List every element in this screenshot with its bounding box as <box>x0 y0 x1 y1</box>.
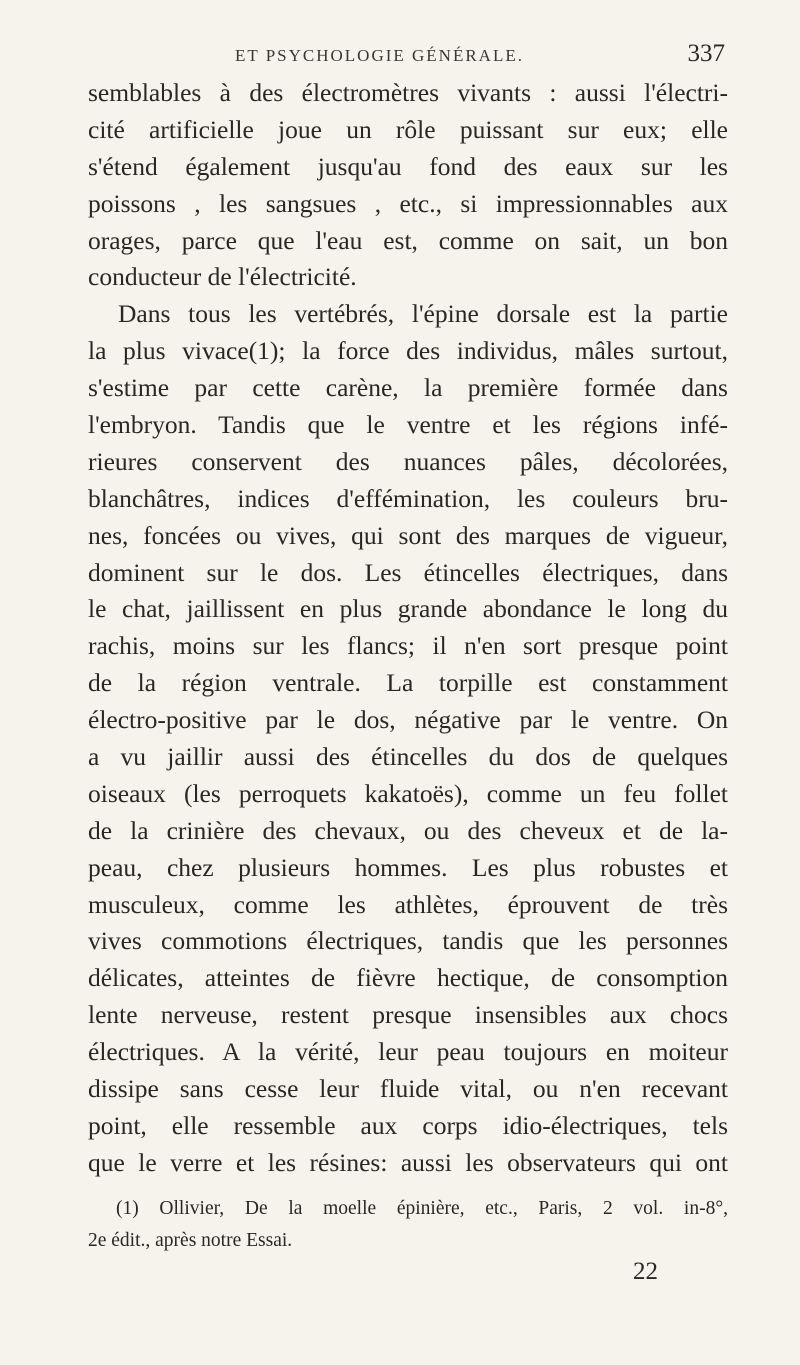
text-line: la plus vivace(1); la force des individus, mâles surtout, <box>88 336 728 366</box>
footnote-line: (1) Ollivier, De la moelle épinière, etc., Paris, 2 vol. in-8°, <box>116 1198 728 1219</box>
text-line: dissipe sans cesse leur fluide vital, ou n'en recevant <box>88 1074 728 1104</box>
signature-mark: 22 <box>633 1258 658 1285</box>
text-line: peau, chez plusieurs hommes. Les plus robustes et <box>88 852 728 882</box>
text-line: conducteur de l'électricité. <box>88 262 357 292</box>
text-line: nes, foncées ou vives, qui sont des marques de vigueur, <box>88 520 728 550</box>
text-line: l'embryon. Tandis que le ventre et les régions infé- <box>88 410 728 440</box>
text-line: orages, parce que l'eau est, comme on sait, un bon <box>88 225 728 255</box>
text-line: rachis, moins sur les flancs; il n'en sort presque point <box>88 631 728 661</box>
text-line: vives commotions électriques, tandis que les personnes <box>88 926 728 956</box>
body-text <box>88 75 728 1182</box>
text-line: s'étend également jusqu'au fond des eaux sur les <box>88 151 728 181</box>
text-line: que le verre et les résines: aussi les observateurs qui ont <box>88 1147 728 1177</box>
footnotes <box>88 1193 728 1257</box>
text-line: lente nerveuse, restent presque insensibles aux chocs <box>88 1000 728 1030</box>
text-line: rieures conservent des nuances pâles, décolorées, <box>88 446 728 476</box>
text-line: Dans tous les vertébrés, l'épine dorsale est la partie <box>118 299 728 329</box>
text-line: dominent sur le dos. Les étincelles électriques, dans <box>88 557 728 587</box>
text-line: a vu jaillir aussi des étincelles du dos de quelques <box>88 742 728 772</box>
text-line: musculeux, comme les athlètes, éprouvent de très <box>88 889 728 919</box>
text-line: le chat, jaillissent en plus grande abondance le long du <box>88 594 728 624</box>
text-line: délicates, atteintes de fièvre hectique, de consomption <box>88 963 728 993</box>
text-line: électro-positive par le dos, négative par le ventre. On <box>88 705 728 735</box>
text-line: cité artificielle joue un rôle puissant sur eux; elle <box>88 114 728 144</box>
text-line: point, elle ressemble aux corps idio-électriques, tels <box>88 1110 728 1140</box>
running-head: ET PSYCHOLOGIE GÉNÉRALE. <box>235 46 524 65</box>
text-line: blanchâtres, indices d'effémination, les couleurs bru- <box>88 483 728 513</box>
text-line: de la crinière des chevaux, ou des cheveux et de la- <box>88 815 728 845</box>
page-header <box>88 40 725 76</box>
text-line: s'estime par cette carène, la première formée dans <box>88 373 728 403</box>
text-line: poissons , les sangsues , etc., si impressionnables aux <box>88 188 728 218</box>
text-line: de la région ventrale. La torpille est constamment <box>88 668 728 698</box>
footnote-line: 2e édit., après notre Essai. <box>88 1230 293 1251</box>
text-line: oiseaux (les perroquets kakatoës), comme un feu follet <box>88 778 728 808</box>
text-line: semblables à des électromètres vivants : aussi l'électri- <box>88 78 728 107</box>
text-line: électriques. A la vérité, leur peau toujours en moiteur <box>88 1037 728 1067</box>
page-number: 337 <box>687 40 725 67</box>
